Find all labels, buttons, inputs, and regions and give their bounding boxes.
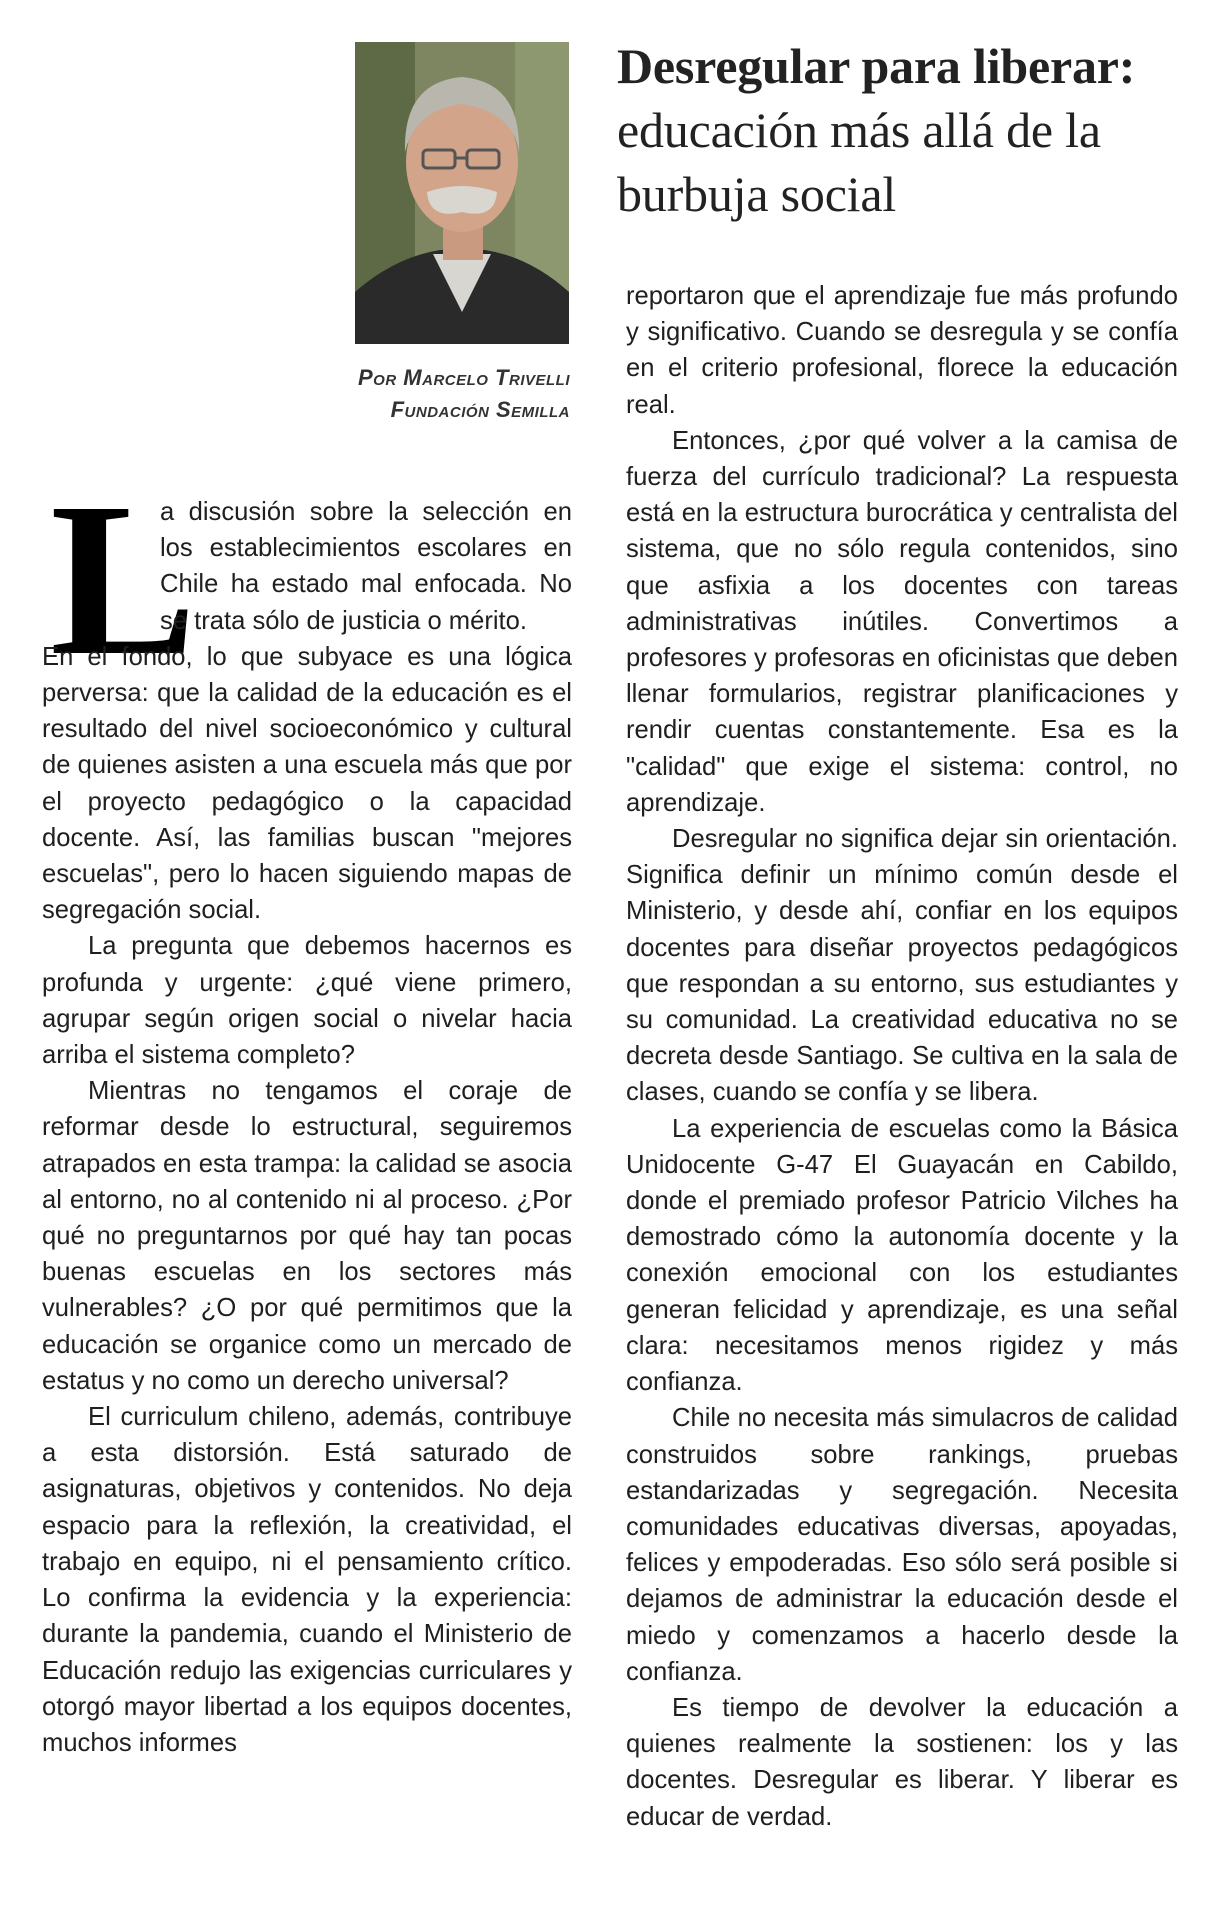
left-column — [42, 457, 572, 1761]
first-paragraph-rest: En el fondo, lo que subyace es una lógica perversa: que la calidad de la educación es el resultado del nivel socioeconómico y cultural de quienes asisten a una escuela más que por el proyecto pedagógico o la capacidad docente. Así, las familias buscan "mejores escuelas", pero lo hacen siguiendo mapas de segregación social. — [42, 642, 572, 925]
article-paragraph: La pregunta que debemos hacernos es profunda y urgente: ¿qué viene primero, agrupar según origen social o nivelar hacia arriba el sistema completo? — [42, 932, 572, 1070]
first-paragraph-dropcap-part: a discusión sobre la selección en los establecimientos escolares en Chile ha estado mal enfocada. No se trata sólo de justicia o mérito. — [160, 498, 572, 635]
author-photo — [355, 42, 569, 344]
column-continuation: reportaron que el aprendizaje fue más profundo y significativo. Cuando se desregula y se confía en el criterio profesional, florece la educación real. — [626, 282, 1178, 419]
right-column — [626, 278, 1178, 1835]
article-paragraph: Es tiempo de devolver la educación a quienes realmente la sostienen: los y las docentes. Desregular es liberar. Y liberar es educar de verdad. — [626, 1693, 1178, 1831]
article-paragraph: Chile no necesita más simulacros de calidad construidos sobre rankings, pruebas estandarizadas y segregación. Necesita comunidades educativas diversas, apoyadas, felices y empoderadas. Eso sólo será posible si dejamos de administrar la educación desde el miedo y comenzamos a hacerlo desde la confianza. — [626, 1404, 1178, 1686]
byline — [250, 362, 570, 426]
headline-rest: educación más allá de la burbuja social — [617, 102, 1101, 222]
article-paragraph: Mientras no tengamos el coraje de reformar desde lo estructural, seguiremos atrapados en esta trampa: la calidad se asocia al entorno, no al contenido ni al proceso. ¿Por qué no preguntarnos por qué hay tan pocas buenas escuelas en los sectores más vulnerables? ¿O por qué permitimos que la educación se organice como un mercado de estatus y no como un derecho universal? — [42, 1077, 572, 1395]
byline-author: Por Marcelo Trivelli — [358, 365, 570, 390]
author-portrait-image — [355, 42, 569, 344]
article-paragraph: Entonces, ¿por qué volver a la camisa de fuerza del currículo tradicional? La respuesta está en la estructura burocrática y centralista del sistema, que no sólo regula contenidos, sino que asfixia a los docentes con tareas administrativas inútiles. Convertimos a profesores y profesoras en oficinistas que deben llenar formularios, registrar planificaciones y rendir cuentas constantemente. Esa es la "calidad" que exige el sistema: control, no aprendizaje. — [626, 426, 1179, 817]
article-paragraph: El curriculum chileno, además, contribuye a esta distorsión. Está saturado de asignaturas, objetivos y contenidos. No deja espacio para la reflexión, la creatividad, el trabajo en equipo, ni el pensamiento crítico. Lo confirma la evidencia y la experiencia: durante la pandemia, cuando el Ministerio de Educación redujo las exigencias curriculares y otorgó mayor libertad a los equipos docentes, muchos informes — [42, 1403, 572, 1757]
article-paragraph: Desregular no significa dejar sin orientación. Significa definir un mínimo común desde el Ministerio, y desde ahí, confiar en los equipos docentes para diseñar proyectos pedagógicos que respondan a su entorno, sus estudiantes y su comunidad. La creatividad educativa no se decreta desde Santiago. Se cultiva en la sala de clases, cuando se confía y se libera. — [626, 825, 1178, 1107]
drop-cap: L — [50, 457, 197, 701]
headline-bold-part: Desregular para liberar: — [617, 38, 1136, 94]
article-paragraph: La experiencia de escuelas como la Básica Unidocente G-47 El Guayacán en Cabildo, donde el premiado profesor Patricio Vilches ha demostrado cómo la autonomía docente y la conexión emocional con los estudiantes generan felicidad y aprendizaje, es una señal clara: necesitamos menos rigidez y más confianza. — [626, 1114, 1178, 1397]
byline-organization: Fundación Semilla — [390, 397, 570, 422]
article-headline — [617, 34, 1202, 226]
